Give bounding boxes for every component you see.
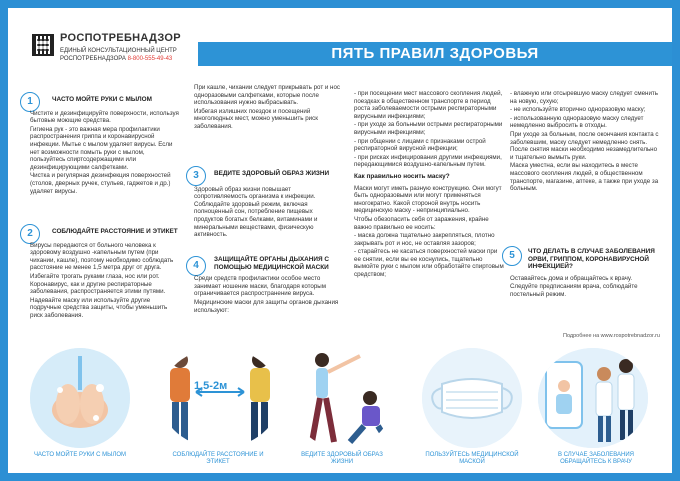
- column-3: [354, 90, 504, 280]
- rule-1-text-1: Чистите и дезинфицируйте поверхности, используя бытовые моющие средства.: [30, 109, 179, 125]
- mask-text-6: - не используйте вторично одноразовую маску;: [510, 106, 646, 114]
- caption-handwashing: ЧАСТО МОЙТЕ РУКИ С МЫЛОМ: [33, 452, 127, 458]
- rule-4-text-5: - при общении с лицами с признаками острой респираторной вирусной инфекции;: [354, 137, 486, 153]
- hands-icon: [30, 348, 130, 448]
- mask-text-5: - влажную или отсыревшую маску следует сменить на новую, сухую;: [510, 90, 658, 105]
- org-center: ЕДИНЫЙ КОНСУЛЬТАЦИОННЫЙ ЦЕНТР: [60, 48, 177, 54]
- mask-illustration: [422, 348, 522, 448]
- caption-distance: СОБЛЮДАЙТЕ РАССТОЯНИЕ И ЭТИКЕТ: [172, 452, 264, 465]
- rule-1-title: ЧАСТО МОЙТЕ РУКИ С МЫЛОМ: [52, 96, 152, 103]
- rule-3-title: ВЕДИТЕ ЗДОРОВЫЙ ОБРАЗ ЖИЗНИ: [214, 170, 330, 177]
- mask-text-8: При уходе за больным, после окончания контакта с заболевшим, маску следует немедленно снять. После снятия маски необходимо незамедлительно и тщательно вымыть руки.: [510, 130, 659, 161]
- rule-2-text-2: Избегайте трогать руками глаза, нос или рот. Коронавирус, как и другие респираторные заболевания, распространяется этими путями.: [30, 272, 166, 296]
- org-name: РОСПОТРЕБНАДЗОР: [60, 32, 181, 44]
- rule-2-title: СОБЛЮДАЙТЕ РАССТОЯНИЕ И ЭТИКЕТ: [52, 228, 178, 235]
- qr-code-icon: [32, 34, 54, 56]
- column-1: [30, 96, 180, 196]
- rule-2-text-3: Надевайте маску или используйте другие подручные средства защиты, чтобы уменьшить риск заболевания.: [30, 296, 168, 319]
- rule-4-text-2: Медицинские маски для защиты органов дыхания используют:: [194, 298, 339, 314]
- people-distance-icon: [160, 348, 280, 448]
- mask-subtitle: Как правильно носить маску?: [354, 172, 450, 180]
- rule-1-text-2: Гигиена рук - это важная мера профилактики распространения гриппа и коронавирусной инфекции. Мытье с мылом удаляет вирусы. Если нет возможности помыть руки с мылом, пользуйтесь спиртсодержащими или дезинфицирующими салфетками.: [30, 125, 173, 171]
- column-2c: [194, 256, 342, 315]
- org-center2: РОСПОТРЕБНАДЗОРА: [60, 56, 126, 62]
- poster: [8, 8, 672, 473]
- column-1b: [30, 228, 180, 321]
- caption-mask: ПОЛЬЗУЙТЕСЬ МЕДИЦИНСКОЙ МАСКОЙ: [425, 452, 519, 465]
- rule-5-text-2: Следуйте предписаниям врача, соблюдайте постельный режим.: [510, 283, 638, 298]
- column-4b: [510, 248, 662, 300]
- source-link[interactable]: Подробнее на www.rospotrebnadzor.ru: [563, 333, 660, 339]
- mask-text-4: - старайтесь не касаться поверхностей маски при ее снятии, если вы ее коснулись, тщательно вымойте руки с мылом или обработайте спиртовым средством;: [354, 248, 504, 279]
- column-4: [510, 90, 662, 194]
- rule-5-title: ЧТО ДЕЛАТЬ В СЛУЧАЕ ЗАБОЛЕВАНИЯ ОРВИ, ГРИППОМ, КОРОНАВИРУСНОЙ ИНФЕКЦИЕЙ?: [528, 248, 655, 271]
- rule-3-text-1: Здоровый образ жизни повышает сопротивляемость организма к инфекции. Соблюдайте здоровый режим, включая полноценный сон, потребление пищевых продуктов богатых белками, витаминами и минеральными веществами, физическую активность.: [194, 185, 318, 239]
- mask-text-9: Маска уместна, если вы находитесь в месте массового скопления людей, в общественном транспорте, магазине, аптеке, а также при уходе за больным.: [510, 162, 659, 193]
- distance-illustration: [160, 348, 280, 448]
- healthy-lifestyle-illustration: [290, 348, 394, 448]
- rule-number-3: 3: [186, 166, 206, 186]
- rule-4-text-6: - при рисках инфицирования другими инфекциями, передающимися воздушно-капельным путем.: [354, 153, 502, 169]
- mask-text-7: - использованную одноразовую маску следует немедленно выбросить в отходы.: [510, 114, 644, 130]
- caption-doctor: В СЛУЧАЕ ЗАБОЛЕВАНИЯ ОБРАЩАЙТЕСЬ К ВРАЧУ: [557, 452, 635, 465]
- rule-1-text-3: Чистка и регулярная дезинфекция поверхностей (столов, дверных ручек, стульев, гаджетов и др.) удаляет вирусы.: [30, 172, 171, 195]
- rule-2-text-1: Вирусы передаются от больного человека к здоровому воздушно -капельным путем (при чихании, кашле), поэтому необходимо соблюдать расстояние не менее 1,5 метра друг от друга.: [30, 241, 174, 272]
- column-2b: [194, 170, 342, 240]
- rule-number-4: 4: [186, 256, 206, 276]
- medical-mask-icon: [422, 348, 522, 448]
- rule-4-text-3: - при посещении мест массового скопления людей, поездках в общественном транспорте в период роста заболеваемости острыми респираторными вирусными инфекциями;: [354, 90, 503, 120]
- mask-text-3: - маска должна тщательно закрепляться, плотно закрывать рот и нос, не оставляя зазоров;: [354, 232, 495, 247]
- rule-number-1: 1: [20, 92, 40, 112]
- rule-2-text-4: При кашле, чихании следует прикрывать рот и нос одноразовыми салфетками, которые после использования нужно выбрасывать.: [194, 84, 340, 107]
- doctor-phone-icon: [538, 348, 648, 448]
- rule-4-text-1: Среди средств профилактики особое место занимает ношение маски, благодаря которым ограничивается распространение вируса.: [194, 275, 326, 298]
- phone-number: 8-800-555-49-43: [127, 56, 173, 62]
- caption-lifestyle: ВЕДИТЕ ЗДОРОВЫЙ ОБРАЗ ЖИЗНИ: [301, 452, 383, 465]
- org-subtitle: [60, 47, 177, 63]
- handwashing-illustration: [30, 348, 130, 448]
- column-2: [194, 84, 342, 132]
- distance-label: 1,5-2м: [194, 380, 228, 392]
- rule-4-text-4: - при уходе за больными острыми респираторными вирусными инфекциями;: [354, 121, 503, 136]
- mask-text-2: Чтобы обезопасить себя от заражения, крайне важно правильно ее носить:: [354, 215, 489, 231]
- rule-number-2: 2: [20, 224, 40, 244]
- doctor-illustration: [538, 348, 648, 448]
- rule-5-text-1: Оставайтесь дома и обращайтесь к врачу.: [510, 274, 633, 282]
- exercise-icon: [290, 348, 394, 448]
- rule-number-5: 5: [502, 246, 522, 266]
- rule-2-text-5: Избегая излишних поездок и посещений многолюдных мест, можно уменьшить риск заболевания.: [194, 107, 318, 130]
- mask-text-1: Маски могут иметь разную конструкцию. Они могут быть одноразовыми или могут применяться многократно. Какой стороной внутрь носить медицинскую маску - непринципиально.: [354, 184, 502, 215]
- page-title: ПЯТЬ ПРАВИЛ ЗДОРОВЬЯ: [198, 42, 672, 66]
- rule-4-title: ЗАЩИЩАЙТЕ ОРГАНЫ ДЫХАНИЯ С ПОМОЩЬЮ МЕДИЦИНСКОЙ МАСКИ: [214, 256, 329, 271]
